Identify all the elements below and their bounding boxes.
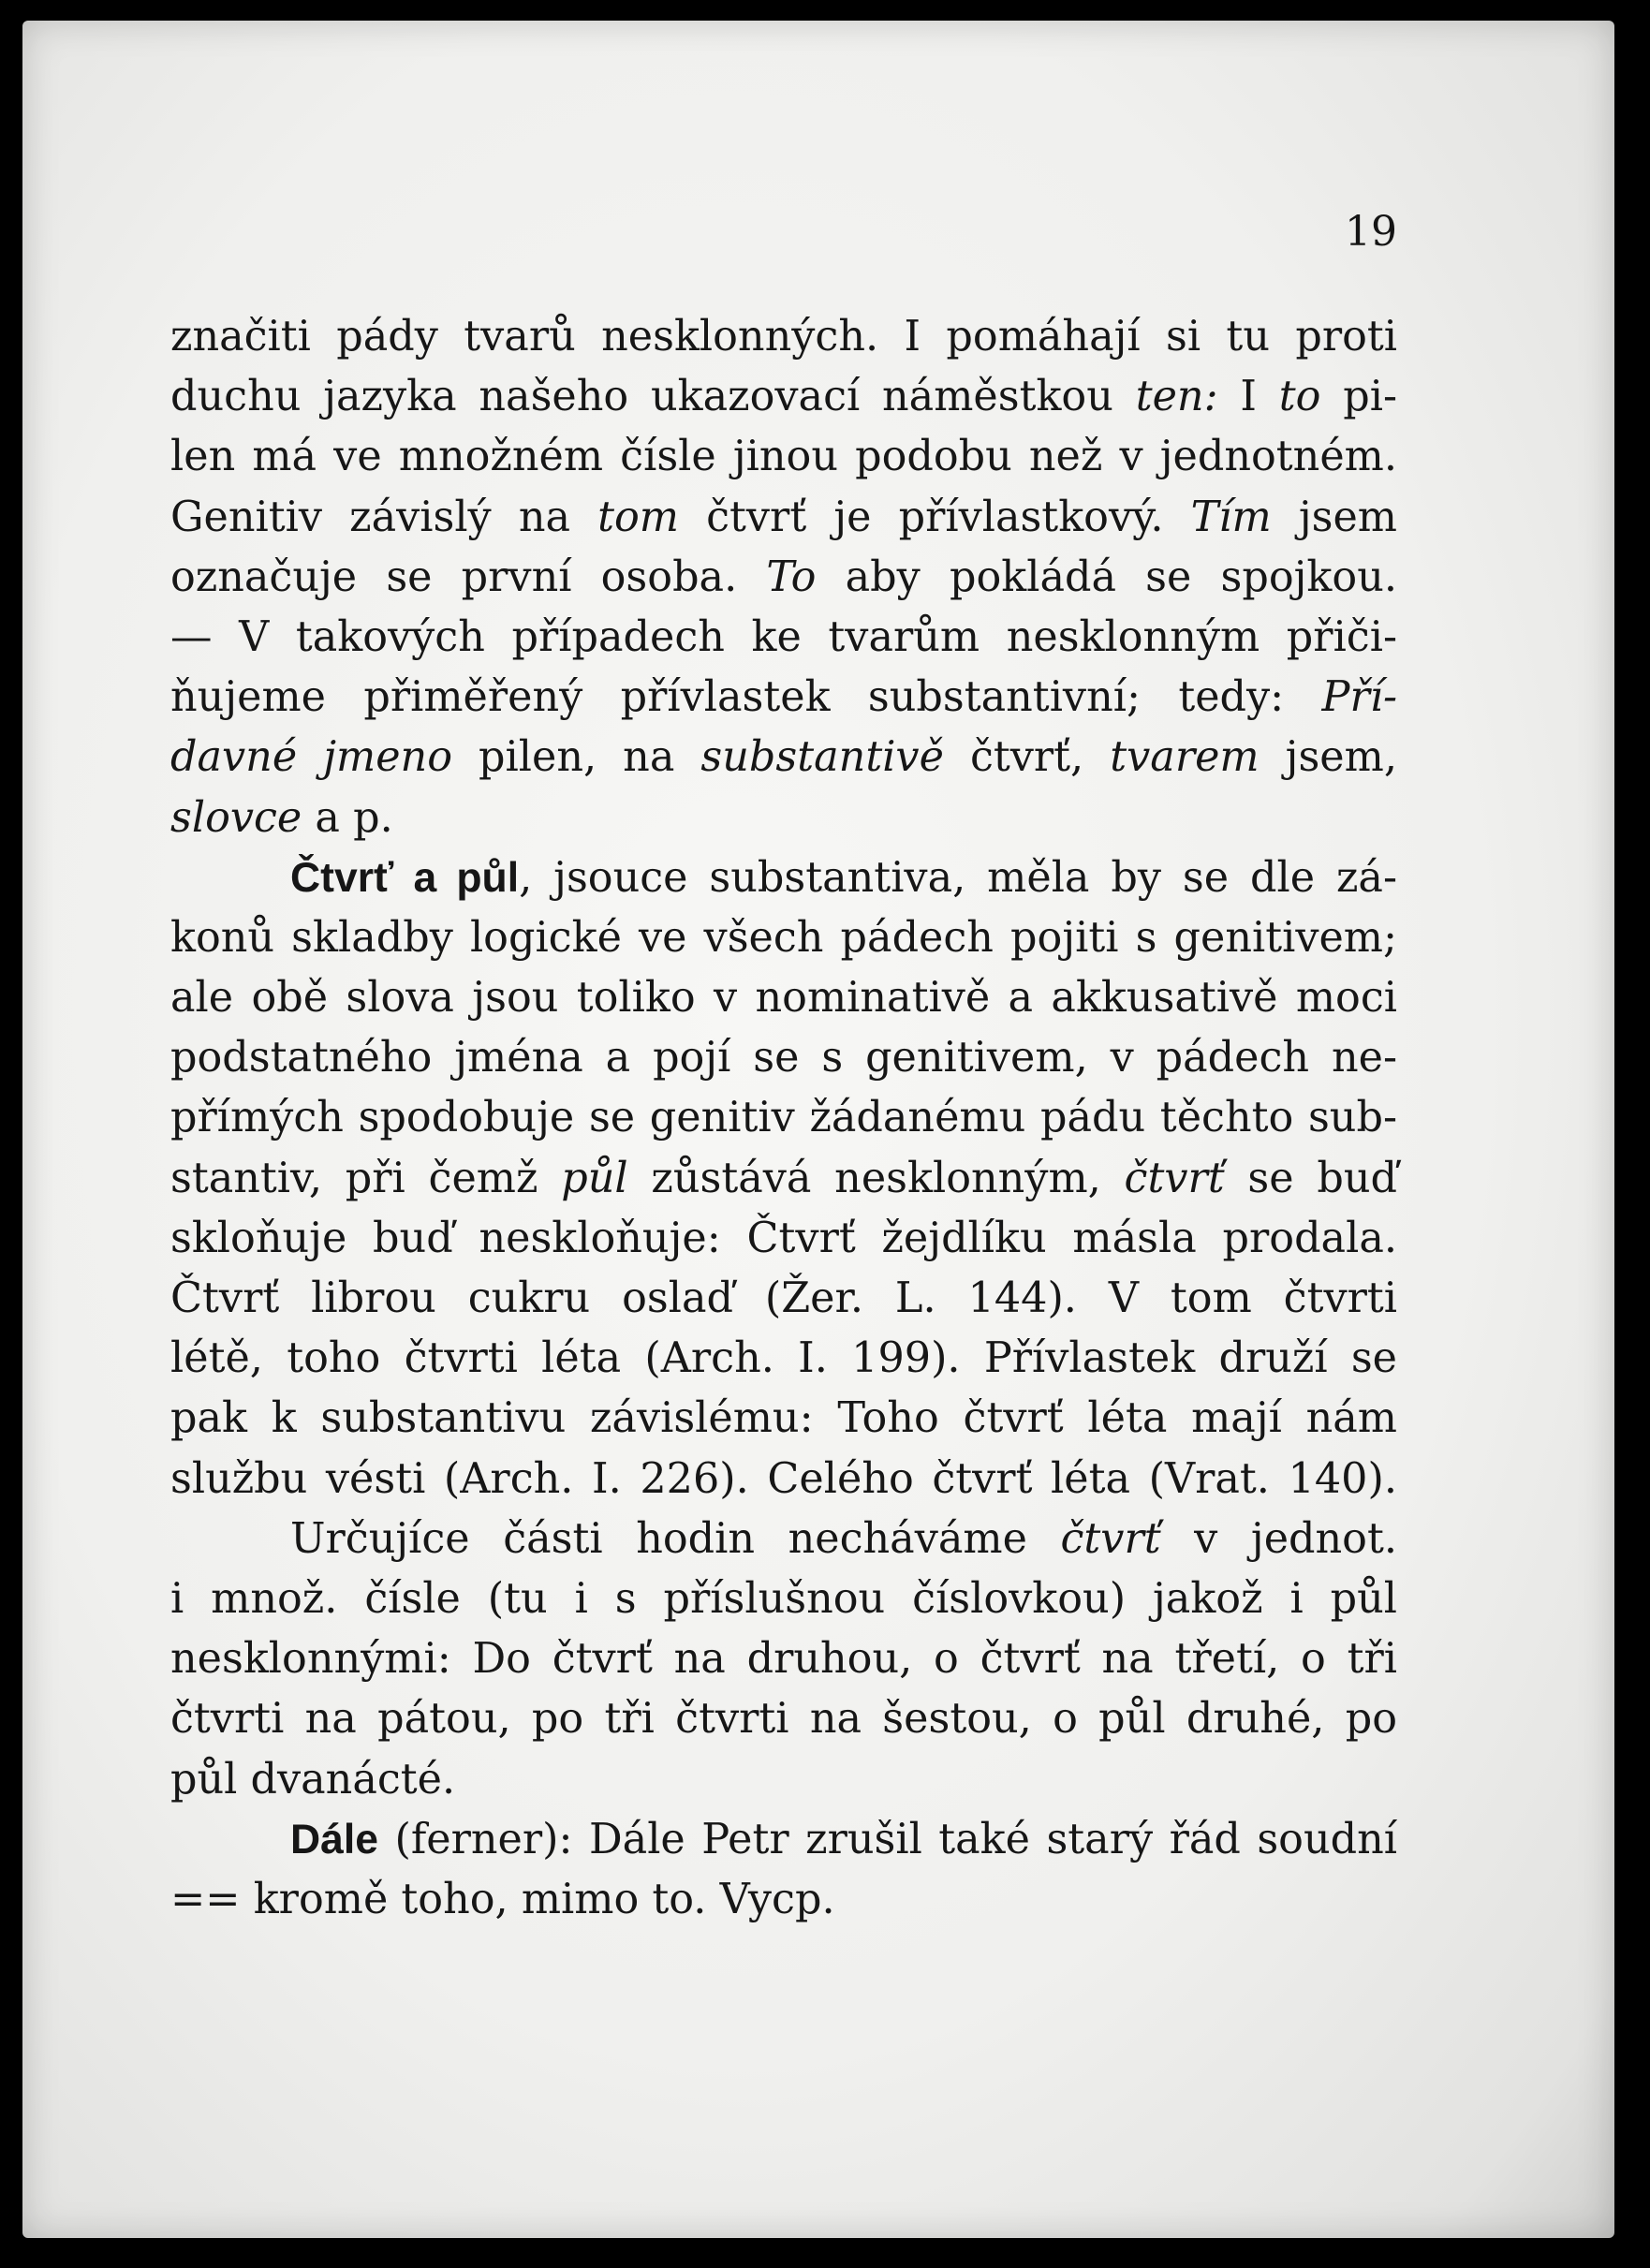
text-line: čtvrti na pátou, po tři čtvrti na šestou, o půl druhé, po <box>170 1695 1397 1744</box>
body-text <box>170 307 1397 1930</box>
text-line: značiti pády tvarů nesklonných. I pomáhají si tu proti <box>170 313 1397 361</box>
text-line: nesklonnými: Do čtvrť na druhou, o čtvrť na třetí, o tři <box>170 1635 1397 1684</box>
text-line: službu vésti (Arch. I. 226). Celého čtvrť léta (Vrat. 140). <box>170 1454 1397 1503</box>
text-line: konů skladby logické ve všech pádech pojiti s genitivem; <box>170 913 1397 962</box>
term-heading: Dále <box>290 1816 378 1863</box>
text-line: ale obě slova jsou toliko v nominativě a akkusativě moci <box>170 974 1397 1023</box>
text-line: duchu jazyka našeho ukazovací náměstkou ten: I to pi- <box>170 373 1397 421</box>
text-line: podstatného jména a pojí se s genitivem, v pádech ne- <box>170 1034 1397 1082</box>
section-heading-line: Čtvrť a půl, jsouce substantiva, měla by se dle zá- <box>290 853 1397 902</box>
text-line: len má ve množném čísle jinou podobu než v jednotném. <box>170 433 1397 481</box>
text-line: přímých spodobuje se genitiv žádanému pádu těchto sub- <box>170 1094 1397 1142</box>
text-line: létě, toho čtvrti léta (Arch. I. 199). Přívlastek druží se <box>170 1334 1397 1383</box>
text-line: slovce a p. <box>170 793 393 842</box>
text-line: i množ. čísle (tu i s příslušnou číslovkou) jakož i půl <box>170 1574 1397 1623</box>
text-line: davné jmeno pilen, na substantivě čtvrť, tvarem jsem, <box>170 733 1397 782</box>
text-line: Genitiv závislý na tom čtvrť je přívlastkový. Tím jsem <box>170 493 1398 541</box>
text-line: == kromě toho, mimo to. Vycp. <box>170 1875 835 1923</box>
text-line: Čtvrť librou cukru oslaď (Žer. L. 144). V tom čtvrti <box>170 1274 1397 1322</box>
text-line: označuje se první osoba. To aby pokládá se spojkou. <box>170 552 1397 601</box>
page-number: 19 <box>1345 208 1397 256</box>
text-line: půl dvanácté. <box>170 1755 456 1804</box>
text-line: pak k substantivu závislému: Toho čtvrť léta mají nám <box>170 1394 1397 1443</box>
term-heading: Čtvrť a půl <box>290 854 520 901</box>
text-line: — V takových případech ke tvarům nesklonným přiči- <box>170 612 1397 661</box>
section-heading-line: Dále (ferner): Dále Petr zrušil také starý řád soudní <box>290 1815 1397 1863</box>
text-line: Určujíce části hodin necháváme čtvrť v jednot. <box>290 1514 1397 1563</box>
text-line: ňujeme přiměřený přívlastek substantivní; tedy: Pří- <box>170 673 1397 722</box>
text-line: skloňuje buď neskloňuje: Čtvrť žejdlíku másla prodala. <box>170 1214 1397 1262</box>
text-line: stantiv, při čemž půl zůstává nesklonným, čtvrť se buď <box>170 1154 1397 1202</box>
